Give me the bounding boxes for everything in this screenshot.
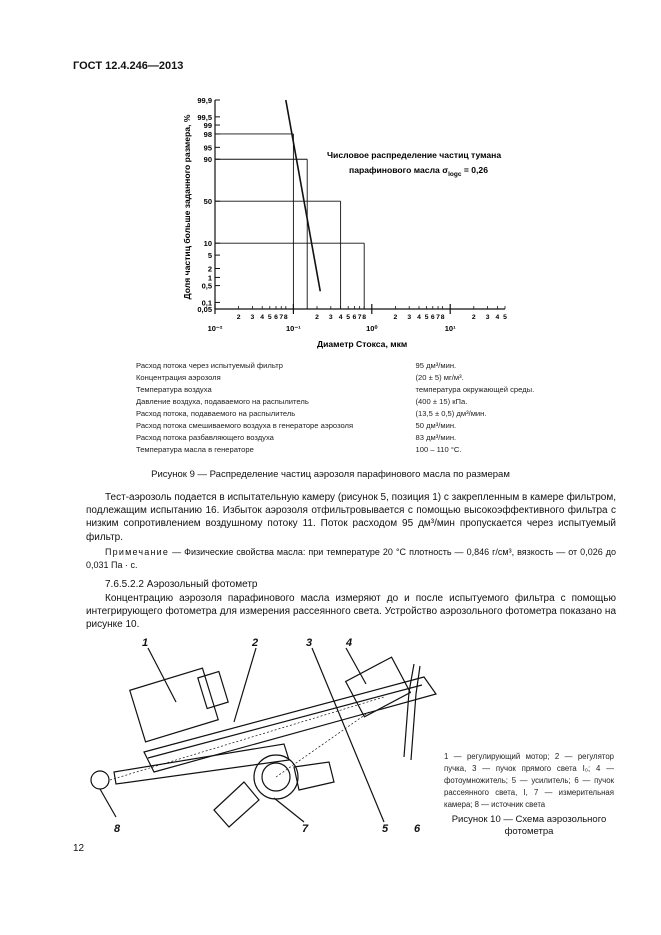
condition-label: Расход потока разбавляющего воздуха [136,432,274,442]
condition-value: 83 дм³/мин. [415,432,457,442]
x-minor-label: 7 [357,314,362,321]
motor-body [130,668,218,742]
y-tick-label: 99,5 [197,112,212,122]
condition-label: Расход потока смешиваемого воздуха в генераторе аэрозоля [136,420,354,430]
figure10-legend: 1 — регулирующий мотор; 2 — регулятор пучка, 3 — пучок прямого света I₀; 4 — фотоумножитель; 5 — усилитель; 6 — пучок рассеянного света, I, 7 — измерительная камера; 8 — источник света [444,752,614,809]
x-decade-label: 10⁰ [366,324,378,333]
direct-beam [110,697,384,780]
x-minor-label: 7 [436,314,440,321]
condition-value: температура окружающей среды. [415,384,535,394]
condition-row [136,371,566,383]
x-minor-label: 6 [352,314,357,321]
condition-label: Расход потока через испытуемый фильтр [136,360,283,370]
y-tick-label: 0,1 [201,298,212,308]
condition-value: 50 дм³/мин. [415,420,457,430]
y-tick-label: 0,5 [201,281,212,291]
label-3: 3 [306,637,313,649]
condition-label: Концентрация аэрозоля [136,372,221,382]
series-line-path [286,100,320,291]
annotation-sub: logc [448,171,462,178]
condition-value: (13,5 ± 0,5) дм³/мин. [415,408,487,418]
condition-label: Температура воздуха [136,384,212,394]
y-tick-label: 50 [203,197,212,207]
label-6: 6 [414,823,421,835]
x-minor-label: 5 [424,314,429,321]
label-2: 2 [252,637,259,649]
figure10-caption: Рисунок 10 — Схема аэрозольного фотометра [451,814,607,837]
leader-3-5 [312,648,384,822]
label-8: 8 [114,823,121,835]
annotation-line2: парафинового масла σ [349,165,449,175]
x-axis [208,304,508,333]
document-header: ГОСТ 12.4.246—2013 [73,60,184,72]
y-axis-label: Доля частиц больше заданного размера, % [182,114,192,300]
condition-value: 100 – 110 °С. [415,444,462,454]
x-minor-label: 2 [315,314,319,321]
y-tick-label: 1 [207,273,212,283]
label-1: 1 [142,637,149,649]
x-minor-label: 2 [236,314,241,321]
condition-row [136,419,566,431]
condition-row [136,443,566,455]
x-minor-label: 5 [267,314,272,321]
x-minor-label: 3 [328,314,333,321]
x-minor-label: 8 [362,314,367,321]
x-minor-label: 4 [417,314,421,321]
y-tick-label: 95 [203,143,212,153]
figure9-chart [170,95,540,355]
condition-row [136,407,566,419]
x-minor-label: 3 [407,314,412,321]
leader-8 [100,789,116,817]
chamber-outlet [294,762,334,790]
leader-1 [148,648,176,702]
main-tube [144,677,436,772]
x-minor-label: 7 [279,314,284,321]
photomultiplier-box [346,657,411,717]
condition-label: Расход потока, подаваемого на распылитель [136,408,296,418]
figure9-caption: Рисунок 9 — Распределение частиц аэрозоля парафинового масла по размерам [151,469,510,480]
label-4: 4 [346,637,353,649]
note-text: — Физические свойства масла: при температуре 20 °С плотность — 0,846 г/см³, вязкость — от 0,026 до 0,031 Па · с. [86,547,616,571]
x-minor-label: 3 [250,314,255,321]
x-minor-label: 4 [495,314,500,321]
x-minor-label: 2 [471,314,476,321]
y-axis [197,96,220,314]
y-tick-label: 0,05 [197,305,212,314]
condition-value: (400 ± 15) кПа. [415,396,468,406]
lamp-tube [114,744,289,784]
y-tick-label: 99,9 [197,96,212,105]
label-5: 5 [382,823,389,835]
test-conditions-table [136,359,566,455]
x-minor-label: 3 [485,314,490,321]
leader-2 [234,648,256,722]
annotation-line1: Числовое распределение частиц тумана [327,150,502,160]
condition-row [136,431,566,443]
note [86,546,616,572]
x-minor-label: 2 [393,314,398,321]
section-title: 7.6.5.2.2 Аэрозольный фотометр [105,579,258,590]
condition-row [136,359,566,371]
svg-text:парафинового масла σlogc = 0,2 [349,165,488,178]
condition-label: Давление воздуха, подаваемого на распылитель [136,396,309,406]
condition-value: (20 ± 5) мг/м³. [415,372,464,382]
x-minor-label: 4 [338,314,343,321]
x-decade-label: 10⁻² [207,324,223,333]
svg-text:Числовое распределение частиц [327,150,501,160]
leader-7 [274,798,304,822]
paragraph-text: Тест-аэрозоль подается в испытательную камеру (рисунок 5, позиция 1) с закрепленным в камере фильтром, подлежащим испытанию 16. Избыток аэрозоля отфильтровывается с помощью высокоэффективного фильтра с низким сопротивлением воздушному потоку 11. Поток расходом 95 дм³/мин пропускается через испытуемый фильтр. [86,492,617,543]
x-minor-label: 4 [260,314,265,321]
y-tick-label: 90 [203,155,212,165]
x-decade-label: 10⁻¹ [285,324,301,333]
leader-4 [346,648,366,684]
x-minor-label: 5 [503,314,507,321]
x-axis-label: Диаметр Стокса, мкм [317,339,408,349]
scattered-beam [276,712,369,777]
condition-row [136,395,566,407]
y-tick-label: 2 [207,264,212,274]
page-number: 12 [73,843,85,854]
x-minor-label: 6 [274,314,278,321]
x-minor-label: 6 [430,314,435,321]
y-tick-label: 10 [203,239,212,249]
x-minor-label: 8 [283,314,288,321]
y-tick-label: 5 [207,251,212,261]
condition-value: 95 дм³/мин. [415,360,457,370]
chamber-inlet [214,782,259,827]
y-tick-label: 98 [203,129,212,139]
label-7: 7 [302,823,309,835]
paragraph-photometer [86,592,616,632]
condition-row [136,383,566,395]
figure10-diagram [84,632,444,837]
condition-label: Температура масла в генераторе [136,444,254,454]
x-minor-label: 8 [440,314,445,321]
paragraph-test-aerosol [86,491,616,544]
y-tick-label: 99 [203,121,212,131]
annotation-tail: = 0,26 [461,165,488,175]
series-line [286,100,320,291]
x-minor-label: 5 [346,314,351,321]
x-decade-label: 10¹ [444,324,456,333]
note-label: Примечание [105,547,170,557]
light-source [91,771,109,789]
reference-lines [215,134,364,309]
paragraph-text: Концентрацию аэрозоля парафинового масла измеряют до и после испытуемого фильтра с помощью интегрирующего фотометра для измерения рассеянного света. Устройство аэрозольного фотометра показано на рисунке 10. [86,593,616,631]
